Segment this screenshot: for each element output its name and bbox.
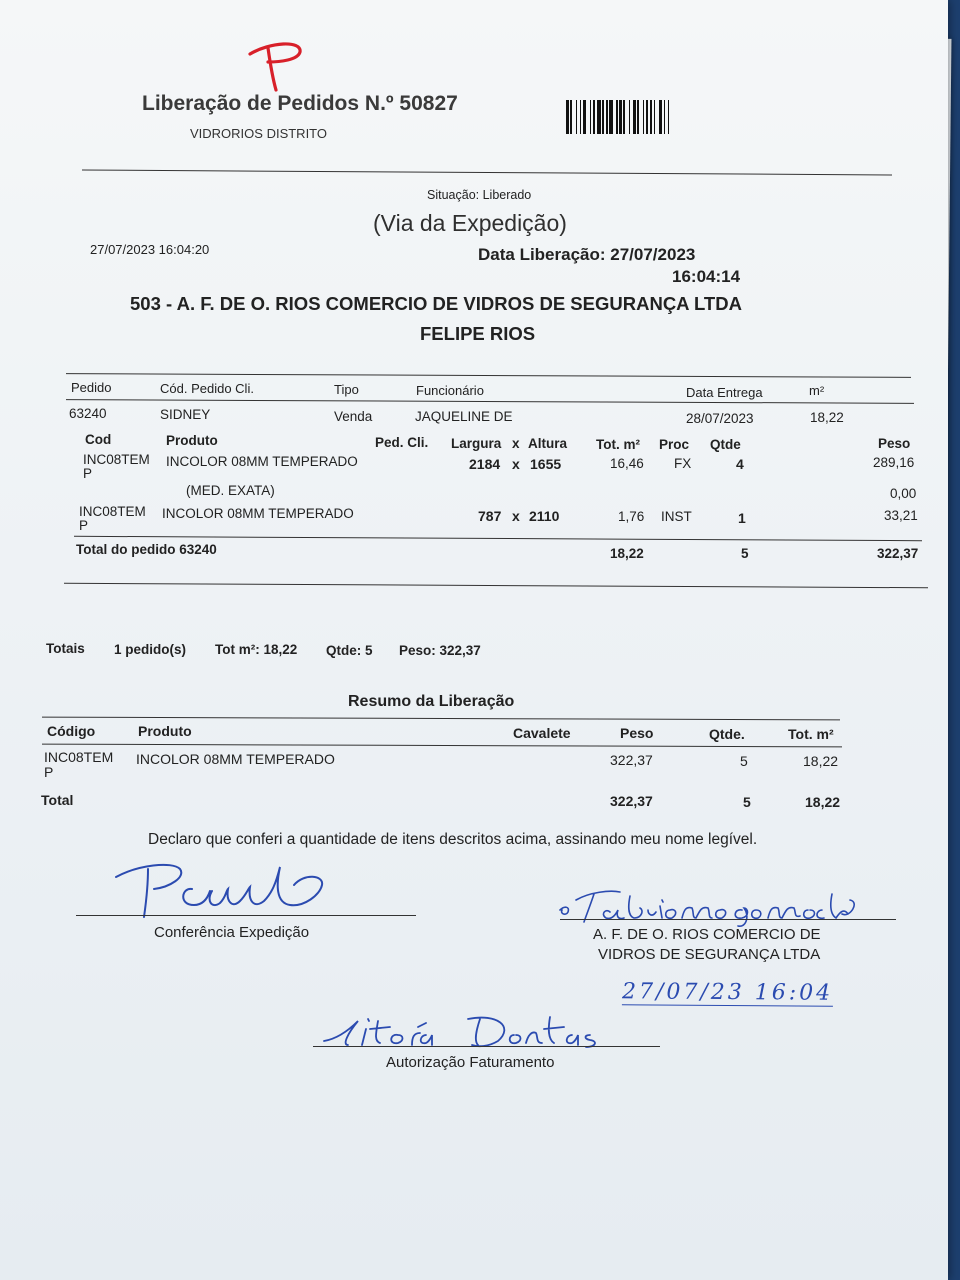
item-cod: INC08TEM P: [83, 452, 150, 481]
item-altura: 1655: [530, 456, 562, 472]
item-qtde: 4: [736, 456, 744, 472]
col-tipo: Tipo: [334, 382, 359, 397]
order-total-peso: 322,37: [877, 546, 919, 561]
order-m2: 18,22: [810, 410, 844, 425]
red-handwritten-mark: [240, 36, 310, 96]
order-total-rule: [74, 536, 922, 541]
order-total-m2: 18,22: [610, 546, 644, 561]
resumo-col-cavalete: Cavalete: [513, 725, 571, 741]
resumo-qtde: 5: [740, 753, 748, 769]
resumo-total-tot-m2: 18,22: [805, 794, 841, 810]
resumo-total-qtde: 5: [743, 794, 751, 810]
item-col-x: x: [512, 436, 520, 451]
item-col-qtde: Qtde: [710, 437, 741, 452]
resumo-col-tot-m2: Tot. m²: [788, 726, 834, 742]
order-header-rule: [66, 399, 914, 404]
declaration-text: Declaro que conferi a quantidade de itens descritos acima, assinando meu nome legível.: [148, 831, 758, 848]
order-pedido: 63240: [69, 406, 107, 421]
document-title: Liberação de Pedidos N.º 50827: [142, 92, 458, 115]
item-col-altura: Altura: [528, 436, 568, 451]
item-proc: INST: [661, 509, 692, 524]
print-timestamp: 27/07/2023 16:04:20: [90, 242, 210, 257]
item-note: (MED. EXATA): [186, 483, 275, 498]
order-data-entrega: 28/07/2023: [686, 411, 754, 426]
item-tot-m2: 1,76: [618, 509, 645, 524]
item-col-tot-m2: Tot. m²: [596, 437, 640, 452]
item-altura: 2110: [529, 508, 560, 524]
company-short-name: VIDRORIOS DISTRITO: [190, 126, 327, 141]
cliente-name-line2: VIDROS DE SEGURANÇA LTDA: [598, 946, 821, 963]
col-cod-pedido-cli: Cód. Pedido Cli.: [160, 381, 254, 396]
order-total-qtde: 5: [741, 546, 749, 561]
order-tipo: Venda: [334, 409, 373, 424]
totais-m2: Tot m²: 18,22: [215, 642, 298, 657]
item-note-peso: 0,00: [890, 486, 917, 501]
resumo-top-rule: [42, 717, 840, 721]
resumo-tot-m2: 18,22: [803, 753, 839, 769]
item-peso: 289,16: [873, 455, 915, 470]
col-pedido: Pedido: [71, 380, 112, 395]
resumo-col-peso: Peso: [620, 725, 654, 741]
cliente-signature-line: [560, 919, 896, 920]
item-tot-m2: 16,46: [610, 456, 644, 471]
order-cod-cli: SIDNEY: [160, 407, 211, 422]
resumo-codigo: INC08TEM P: [44, 749, 114, 780]
item-proc: FX: [674, 456, 692, 471]
barcode: [566, 100, 706, 134]
autorizacao-signature-line: [313, 1046, 660, 1047]
item-col-produto: Produto: [166, 433, 218, 448]
item-peso: 33,21: [884, 508, 918, 523]
item-produto: INCOLOR 08MM TEMPERADO: [162, 506, 354, 521]
col-m2: m²: [809, 383, 825, 398]
order-total-label: Total do pedido 63240: [76, 542, 217, 557]
resumo-peso: 322,37: [610, 752, 653, 768]
resumo-produto: INCOLOR 08MM TEMPERADO: [136, 751, 335, 767]
item-cod: INC08TEM P: [79, 504, 146, 533]
client-name: 503 - A. F. DE O. RIOS COMERCIO DE VIDROS DE SEGURANÇA LTDA: [130, 293, 742, 314]
resumo-col-qtde: Qtde.: [709, 726, 745, 742]
resumo-col-produto: Produto: [138, 723, 192, 739]
col-funcionario: Funcionário: [416, 383, 484, 398]
resumo-title: Resumo da Liberação: [348, 693, 515, 710]
order-funcionario: JAQUELINE DE: [415, 409, 513, 424]
client-contact: FELIPE RIOS: [420, 323, 536, 344]
order-table-top-rule: [66, 373, 911, 378]
autorizacao-label: Autorização Faturamento: [386, 1054, 555, 1071]
resumo-col-codigo: Código: [47, 723, 96, 739]
item-qtde: 1: [738, 510, 746, 526]
item-col-ped-cli: Ped. Cli.: [375, 435, 429, 450]
cliente-signature: [550, 880, 860, 930]
cliente-name-line1: A. F. DE O. RIOS COMERCIO DE: [593, 926, 821, 943]
item-col-largura: Largura: [451, 436, 502, 451]
resumo-total-peso: 322,37: [610, 793, 653, 809]
conferencia-signature-line: [76, 915, 416, 916]
totais-label: Totais: [46, 641, 85, 656]
handwritten-date: 27/07/23 16:04: [621, 979, 834, 1006]
barcode-bar: [669, 100, 670, 134]
item-produto: INCOLOR 08MM TEMPERADO: [166, 454, 358, 469]
order-bottom-rule: [64, 583, 928, 589]
item-col-cod: Cod: [85, 432, 112, 447]
data-liberacao-time: 16:04:14: [672, 267, 741, 286]
autorizacao-signature: [318, 1005, 608, 1055]
via-label: (Via da Expedição): [373, 210, 567, 236]
col-data-entrega: Data Entrega: [686, 385, 763, 400]
header-divider: [82, 170, 892, 176]
totais-qtde: Qtde: 5: [326, 643, 373, 658]
item-col-proc: Proc: [659, 437, 690, 452]
resumo-header-rule: [42, 744, 842, 748]
conferencia-label: Conferência Expedição: [154, 924, 310, 941]
resumo-total-label: Total: [41, 792, 74, 808]
item-x: x: [512, 456, 520, 472]
situacao-status: Situação: Liberado: [427, 188, 532, 202]
totais-pedidos: 1 pedido(s): [114, 642, 187, 657]
totais-peso: Peso: 322,37: [399, 643, 481, 658]
item-col-peso: Peso: [878, 436, 911, 451]
item-x: x: [512, 508, 520, 524]
item-largura: 2184: [469, 456, 501, 472]
item-largura: 787: [478, 508, 502, 524]
data-liberacao: Data Liberação: 27/07/2023: [478, 245, 696, 264]
